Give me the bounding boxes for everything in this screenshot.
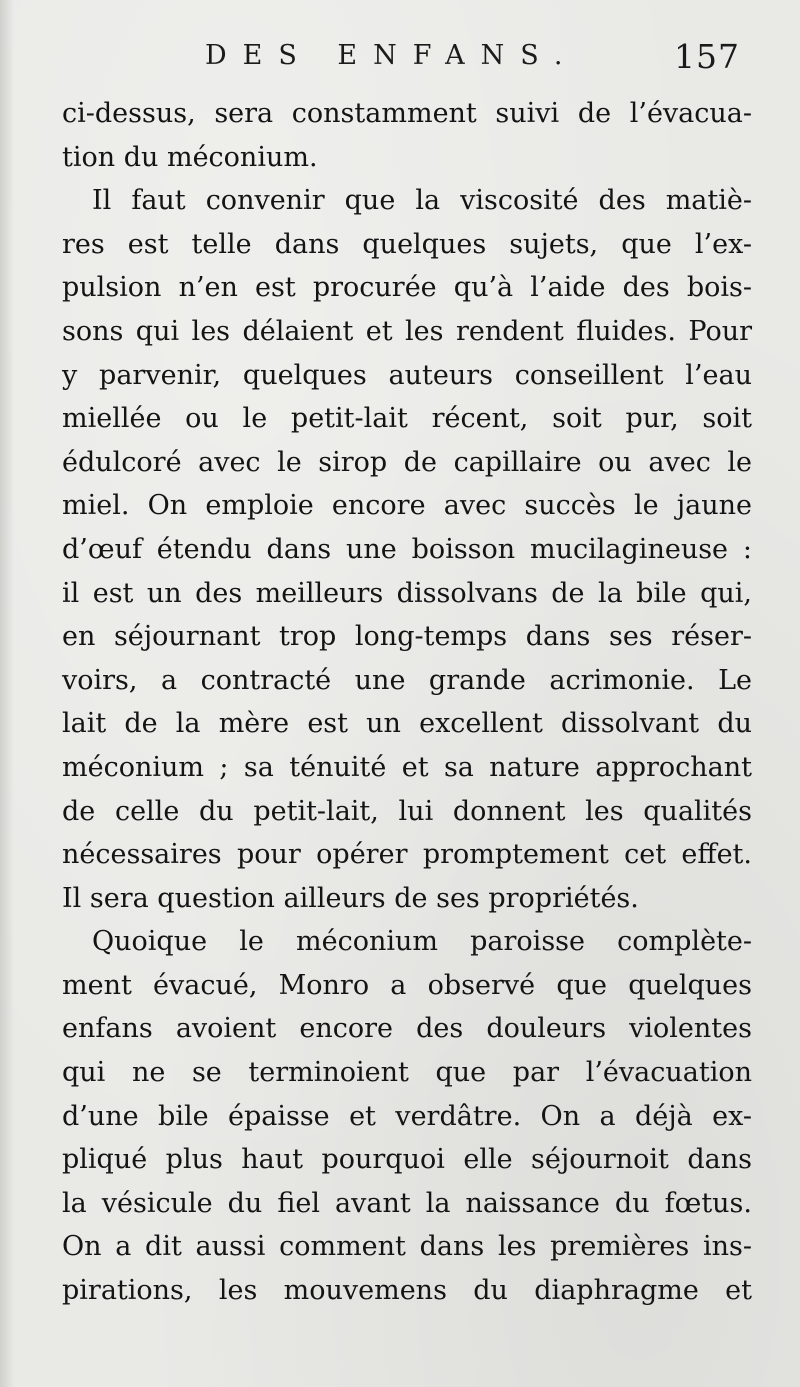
text-line: sons qui les délaient et les rendent fluides. Pour xyxy=(62,315,752,347)
text-line: ci-dessus, sera constamment suivi de l’évacua- xyxy=(62,98,752,129)
text-line: Il sera question ailleurs de ses propriétés. xyxy=(62,882,639,914)
text-line: méconium ; sa ténuité et sa nature approchant xyxy=(62,751,752,783)
text-line: lait de la mère est un excellent dissolvant du xyxy=(62,708,752,740)
text-line: miel. On emploie encore avec succès le jaune xyxy=(62,490,752,522)
text-line: voirs, a contracté une grande acrimonie. Le xyxy=(62,664,752,696)
text-line: pliqué plus haut pourquoi elle séjournoit dans xyxy=(62,1144,752,1176)
page-gutter-shadow xyxy=(0,0,14,1387)
paragraph-start-line: Il faut convenir que la viscosité des matiè- xyxy=(92,185,752,217)
text-line: tion du méconium. xyxy=(62,141,318,173)
text-line: y parvenir, quelques auteurs conseillent l’eau xyxy=(62,359,752,391)
text-line: de celle du petit-lait, lui donnent les qualités xyxy=(62,795,752,827)
text-line: édulcoré avec le sirop de capillaire ou avec le xyxy=(62,446,752,478)
text-line: en séjournant trop long-temps dans ses réser- xyxy=(62,621,752,653)
text-line: il est un des meilleurs dissolvans de la bile qui, xyxy=(62,577,752,609)
text-line: ment évacué, Monro a observé que quelques xyxy=(62,969,752,1001)
text-line: enfans avoient encore des douleurs violentes xyxy=(62,1013,752,1045)
text-line: pulsion n’en est procurée qu’à l’aide des bois- xyxy=(62,272,752,304)
text-line: d’une bile épaisse et verdâtre. On a déjà ex- xyxy=(62,1100,752,1132)
running-title: DES ENFANS. xyxy=(205,40,579,71)
text-line: miellée ou le petit-lait récent, soit pur, soit xyxy=(62,403,752,435)
text-line: nécessaires pour opérer promptement cet effet. xyxy=(62,839,752,871)
page-header xyxy=(205,37,740,90)
text-line: On a dit aussi comment dans les premières ins- xyxy=(62,1231,752,1263)
text-line: d’œuf étendu dans une boisson mucilagineuse : xyxy=(62,533,752,565)
text-line: pirations, les mouvemens du diaphragme et xyxy=(62,1275,752,1307)
text-line: la vésicule du fiel avant la naissance du fœtus. xyxy=(62,1187,752,1219)
text-line: qui ne se terminoient que par l’évacuation xyxy=(62,1057,752,1089)
paragraph-start-line: Quoique le méconium paroisse complète- xyxy=(92,926,752,958)
page-number: 157 xyxy=(674,37,740,76)
text-line: res est telle dans quelques sujets, que l’ex- xyxy=(62,228,752,260)
body-text xyxy=(62,92,752,1313)
